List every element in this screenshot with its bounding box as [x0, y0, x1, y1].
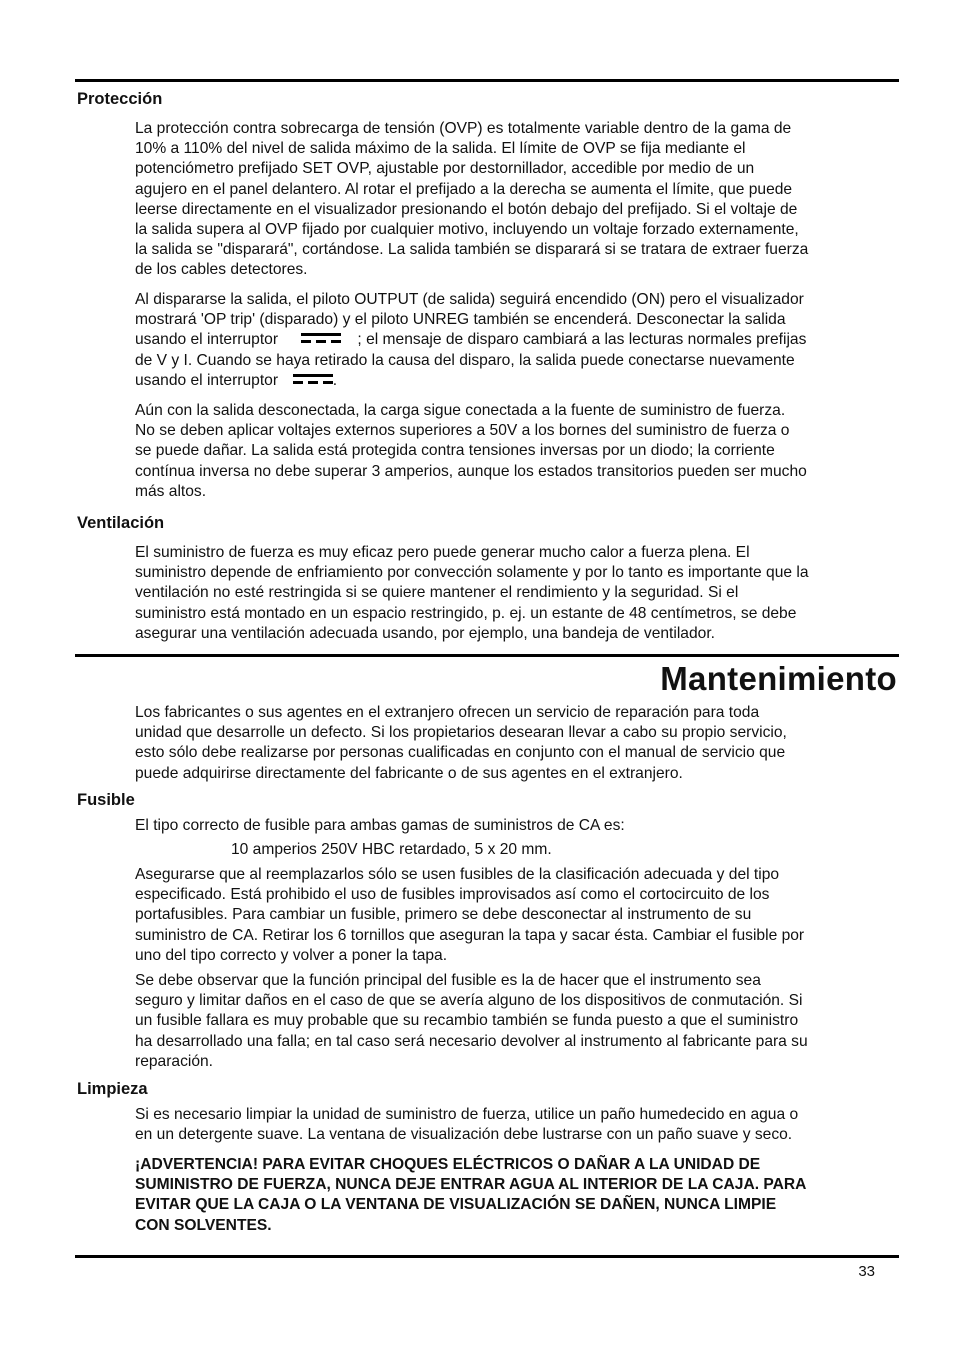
heading-proteccion: Protección [77, 90, 163, 108]
section-rule [75, 654, 899, 657]
text-fragment: . [332, 371, 338, 389]
heading-fusible: Fusible [77, 791, 135, 809]
text-line: No se deben aplicar voltajes externos superiores a 50V a los bornes del suministro de fuerza o [135, 422, 790, 440]
text-line: esto sólo debe realizarse por personas cualificadas en conjunto con el manual de servicio que [135, 744, 786, 762]
text-line: ventilación no esté restringida si se quiere mantener el rendimiento y la seguridad. Si el [135, 584, 739, 602]
text-line: Asegurarse que al reemplazarlos sólo se usen fusibles de la clasificación adecuada y del tipo [135, 866, 780, 883]
text-line: leerse directamente en el visualizador presionando el botón debajo del prefijado. Si el voltaje de [135, 200, 798, 218]
section-title-mantenimiento: Mantenimiento [660, 660, 897, 697]
paragraph-proteccion-3 [135, 401, 905, 502]
text-line: mostrará 'OP trip' (disparado) y el piloto UNREG también se encenderá. Desconectar la salida [135, 311, 786, 329]
text-line: agujero en el panel delantero. Al rotar el prefijado a la derecha se aumenta el límite, que puede [135, 180, 793, 198]
fuse-spec: 10 amperios 250V HBC retardado, 5 x 20 mm. [231, 841, 552, 858]
text-line: reparación. [135, 1052, 214, 1070]
text-line: la salida supera al OVP fijado por cualquier motivo, incluyendo un voltaje forzado externamente, [135, 221, 799, 239]
text-line: especificado. Está prohibido el uso de fusibles improvisados así como el cortocircuito de los [135, 886, 770, 904]
page-number: 33 [858, 1263, 875, 1280]
text-line: de V y I. Cuando se haya retirado la causa del disparo, la salida puede conectarse nuevamente [135, 351, 795, 369]
text-line: 10% a 110% del nivel de salida máximo de la salida. El límite de OVP se fija mediante el [135, 140, 746, 158]
text-line: unidad que desarrolle un defecto. Si los propietarios desearan llevar a cabo su propio servicio, [135, 724, 787, 742]
text-line: asegurar una ventilación adecuada usando, por ejemplo, una bandeja de ventilador. [135, 624, 715, 642]
paragraph-ventilacion-1 [135, 543, 905, 644]
text-line: Los fabricantes o sus agentes en el extranjero ofrecen un servicio de reparación para toda [135, 704, 760, 721]
paragraph-mantenimiento-1 [135, 703, 905, 784]
text-fragment: usando el interruptor [135, 371, 279, 389]
heading-limpieza: Limpieza [77, 1080, 148, 1098]
text-line: CON SOLVENTES. [135, 1216, 272, 1234]
text-line: suministro de CA. Retirar los 6 tornillos que aseguran la tapa y sacar ésta. Cambiar el fusible por [135, 926, 805, 944]
paragraph-fusible-intro [135, 816, 905, 836]
text-line: El tipo correcto de fusible para ambas gamas de suministros de CA es: [135, 817, 625, 834]
dc-switch-icon [293, 372, 333, 386]
text-line: un fusible fallara es muy probable que su recambio también se funda puesto a que el suministro [135, 1012, 799, 1030]
text-line: Se debe observar que la función principal del fusible es la de hacer que el instrumento sea [135, 972, 761, 989]
text-line: ¡ADVERTENCIA! PARA EVITAR CHOQUES ELÉCTRICOS O DAÑAR A LA UNIDAD DE [135, 1156, 761, 1173]
paragraph-proteccion-2 [135, 290, 905, 391]
text-line: Aún con la salida desconectada, la carga sigue conectada a la fuente de suministro de fuerza. [135, 402, 786, 419]
text-line: la salida se "disparará", cortándose. La salida también se disparará si se tratara de extraer fuerza [135, 241, 809, 259]
heading-ventilacion: Ventilación [77, 514, 165, 532]
text-line: portafusibles. Para cambiar un fusible, primero se debe desconectar al instrumento de su [135, 906, 752, 924]
paragraph-fusible-3 [135, 971, 905, 1072]
paragraph-limpieza-1 [135, 1105, 905, 1145]
text-fragment: ; el mensaje de disparo cambiará a las lecturas normales prefijas [357, 331, 807, 349]
top-rule [75, 79, 899, 82]
text-line: suministro está montado en un espacio restringido, p. ej. un estante de 48 centímetros, se debe [135, 604, 797, 622]
paragraph-fusible-2 [135, 865, 905, 966]
text-line: potenciómetro prefijado SET OVP, ajustable por destornillador, accedible por medio de un [135, 160, 755, 178]
dc-switch-icon [301, 331, 341, 345]
paragraph-proteccion-1 [135, 119, 905, 281]
text-fragment: usando el interruptor [135, 331, 279, 349]
text-line: seguro y limitar daños en el caso de que se avería alguno de los dispositivos de conmutación. Si [135, 992, 803, 1010]
text-line: de los cables detectores. [135, 261, 308, 279]
text-line [135, 371, 905, 391]
warning-paragraph [135, 1155, 905, 1236]
text-line: uno del tipo correcto y volver a poner la tapa. [135, 946, 448, 964]
text-line: en un detergente suave. La ventana de visualización debe lustrarse con un paño suave y seco. [135, 1126, 793, 1144]
text-line: EVITAR QUE LA CAJA O LA VENTANA DE VISUALIZACIÓN SE DAÑEN, NUNCA LIMPIE [135, 1196, 777, 1214]
text-line: Si es necesario limpiar la unidad de suministro de fuerza, utilice un paño humedecido en agua o [135, 1106, 799, 1123]
text-line: suministro depende de enfriamiento por convección solamente y por lo tanto es importante que la [135, 564, 809, 582]
text-line: se puede dañar. La salida está protegida contra tensiones inversas por un diodo; la corriente [135, 442, 775, 460]
text-line: El suministro de fuerza es muy eficaz pero puede generar mucho calor a fuerza plena. El [135, 544, 750, 561]
text-line: SUMINISTRO DE FUERZA, NUNCA DEJE ENTRAR AGUA AL INTERIOR DE LA CAJA. PARA [135, 1176, 807, 1194]
text-line: más altos. [135, 482, 207, 500]
bottom-rule [75, 1255, 899, 1258]
text-line [135, 330, 905, 350]
text-line: La protección contra sobrecarga de tensión (OVP) es totalmente variable dentro de la gama de [135, 120, 792, 137]
text-line: contínua inversa no debe superar 3 amperios, aunque los estados transitorios pueden ser mucho [135, 462, 807, 480]
text-line: Al dispararse la salida, el piloto OUTPUT (de salida) seguirá encendido (ON) pero el visualizador [135, 291, 804, 308]
text-line: puede adquirirse directamente del fabricante o de sus agentes en el extranjero. [135, 764, 683, 782]
text-line: ha desarrollado una falla; en tal caso será necesario devolver al instrumento al fabricante para su [135, 1032, 808, 1050]
